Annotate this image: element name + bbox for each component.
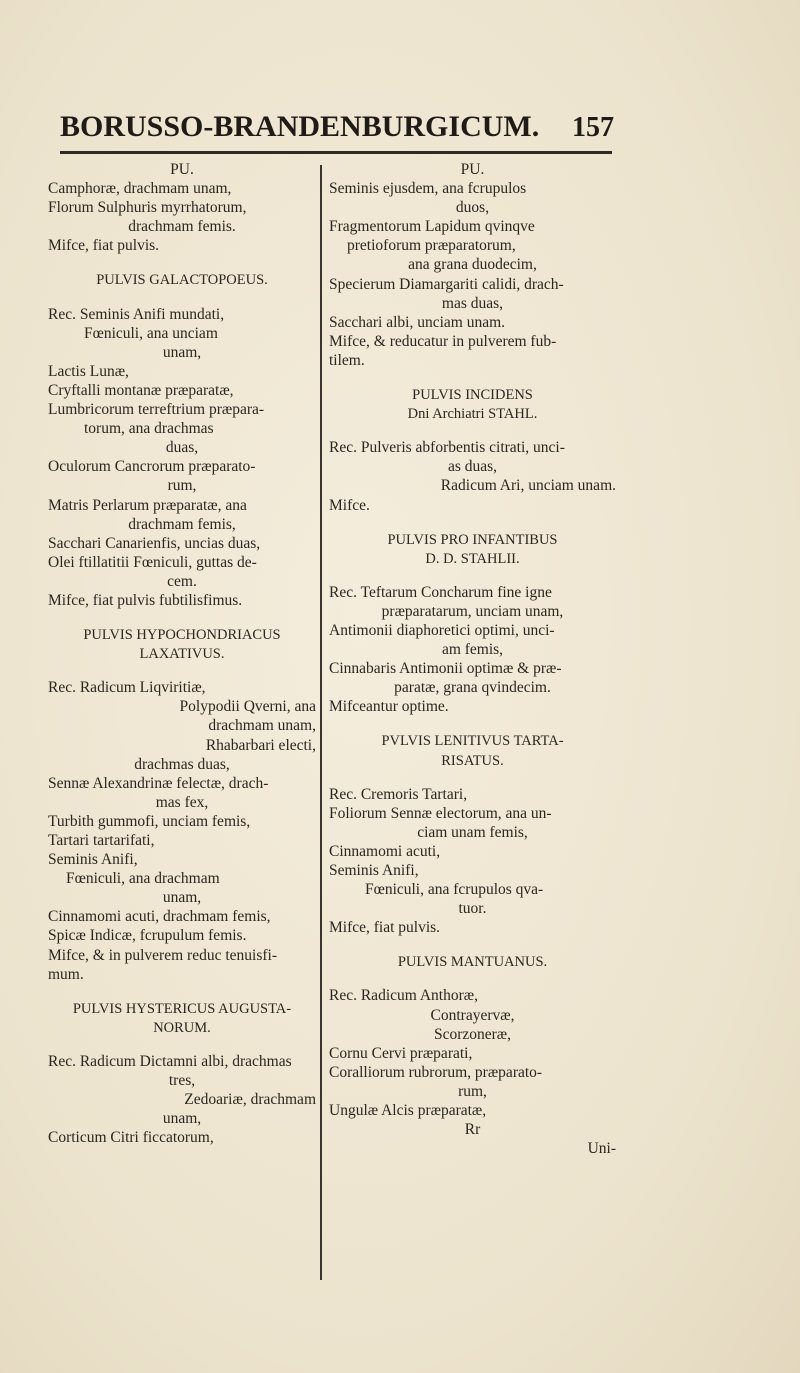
text-line: Cornu Cervi præparati, bbox=[329, 1044, 473, 1062]
text-line: Turbith gummofi, unciam femis, bbox=[48, 812, 251, 830]
text-line: torum, ana drachmas bbox=[84, 420, 214, 438]
section-heading: Dni Archiatri STAHL. bbox=[407, 406, 538, 423]
section-heading: PVLVIS LENITIVUS TARTA- bbox=[381, 733, 564, 750]
text-line: Foliorum Sennæ electorum, ana un- bbox=[329, 804, 552, 822]
text-line: Scorzoneræ, bbox=[433, 1025, 512, 1043]
text-line: Antimonii diaphoretici optimi, unci- bbox=[329, 621, 555, 639]
text-line: Olei ftillatitii Fœniculi, guttas de- bbox=[48, 553, 257, 571]
text-line: ana grana duodecim, bbox=[408, 256, 537, 274]
text-line: Seminis Anifi, bbox=[48, 851, 138, 869]
right-column bbox=[329, 160, 616, 1158]
section-heading: PULVIS MANTUANUS. bbox=[397, 954, 548, 971]
text-line: mum. bbox=[48, 965, 84, 983]
section-heading: RISATUS. bbox=[441, 752, 504, 769]
text-line: tuor. bbox=[458, 900, 487, 918]
section-heading: PULVIS HYPOCHONDRIACUS bbox=[83, 627, 281, 644]
text-line: Sacchari albi, unciam unam. bbox=[329, 313, 506, 331]
text-line: Rhabarbari electi, bbox=[205, 736, 316, 754]
text-line: ciam unam femis, bbox=[417, 823, 528, 841]
section-heading: PULVIS GALACTOPOEUS. bbox=[96, 272, 268, 289]
text-line: cem. bbox=[167, 572, 197, 590]
section-heading: PULVIS PRO INFANTIBUS bbox=[387, 531, 558, 548]
section-heading: LAXATIVUS. bbox=[139, 646, 225, 663]
text-line: Corticum Citri ficcatorum, bbox=[48, 1129, 214, 1147]
text-line: Cinnamomi acuti, drachmam femis, bbox=[48, 908, 271, 926]
text-line: Radicum Ari, unciam unam. bbox=[440, 477, 616, 495]
text-line: Lactis Lunæ, bbox=[48, 362, 129, 380]
text-line: drachmas duas, bbox=[134, 755, 230, 773]
text-line: Fœniculi, ana fcrupulos qva- bbox=[365, 881, 544, 899]
text-line: Spicæ Indicæ, fcrupulum femis. bbox=[48, 927, 247, 945]
text-line: paratæ, grana qvindecim. bbox=[394, 679, 551, 697]
left-column bbox=[48, 160, 316, 1147]
running-title: BORUSSO-BRANDENBURGICUM. bbox=[60, 110, 540, 143]
text-line: Florum Sulphuris myrrhatorum, bbox=[48, 199, 247, 217]
text-line: Mifce, fiat pulvis fubtilisfimus. bbox=[48, 591, 243, 609]
page-number: 157 bbox=[572, 112, 614, 143]
text-line: Specierum Diamargariti calidi, drach- bbox=[329, 275, 564, 293]
text-line: unam, bbox=[162, 889, 202, 907]
text-line: PU. bbox=[170, 161, 194, 178]
text-line: Lumbricorum terreftrium præpara- bbox=[48, 401, 265, 419]
text-line: Cinnabaris Antimonii optimæ & præ- bbox=[329, 660, 562, 678]
text-line: Rec. Radicum Liqviritiæ, bbox=[48, 679, 206, 697]
text-line: rum, bbox=[167, 477, 197, 495]
section-heading: D. D. STAHLII. bbox=[425, 550, 520, 567]
text-line: Seminis Anifi, bbox=[329, 862, 419, 879]
text-line: Mifce, fiat pulvis. bbox=[329, 919, 441, 937]
text-line: Uni- bbox=[587, 1140, 616, 1158]
section-heading: NORUM. bbox=[153, 1019, 211, 1036]
text-line: Rec. Radicum Anthoræ, bbox=[329, 987, 478, 1005]
text-line: Cryftalli montanæ præparatæ, bbox=[48, 381, 234, 399]
text-line: Mifce. bbox=[329, 496, 370, 514]
text-line: Fragmentorum Lapidum qvinqve bbox=[329, 218, 535, 236]
text-line: Rr bbox=[464, 1121, 481, 1139]
text-line: Seminis ejusdem, ana fcrupulos bbox=[329, 180, 527, 198]
text-line: tilem. bbox=[329, 351, 365, 369]
text-line: præparatarum, unciam unam, bbox=[381, 602, 564, 620]
text-line: Sennæ Alexandrinæ felectæ, drach- bbox=[48, 774, 269, 792]
section-heading: PULVIS HYSTERICUS AUGUSTA- bbox=[72, 1000, 292, 1017]
text-line: Fœniculi, ana unciam bbox=[84, 324, 218, 342]
text-line: Cinnamomi acuti, bbox=[329, 842, 441, 860]
section-heading: PULVIS INCIDENS bbox=[412, 387, 533, 404]
text-line: Rec. Pulveris abforbentis citrati, unci- bbox=[329, 439, 565, 457]
text-line: drachmam femis, bbox=[128, 515, 236, 533]
text-line: pretioforum præparatorum, bbox=[347, 237, 516, 255]
text-line: Matris Perlarum præparatæ, ana bbox=[48, 496, 247, 514]
text-line: drachmam unam, bbox=[208, 717, 316, 735]
text-line: Mifce, & reducatur in pulverem fub- bbox=[329, 332, 557, 350]
text-line: Rec. Radicum Dictamni albi, drachmas bbox=[48, 1052, 292, 1070]
column-divider bbox=[320, 165, 322, 1280]
text-line: Rec. Seminis Anifi mundati, bbox=[48, 305, 225, 323]
text-line: unam, bbox=[162, 1110, 202, 1128]
text-line: Mifce, & in pulverem reduc tenuisfi- bbox=[48, 946, 277, 964]
text-line: Rec. Cremoris Tartari, bbox=[329, 785, 468, 803]
text-line: as duas, bbox=[447, 458, 498, 476]
text-line: Ungulæ Alcis præparatæ, bbox=[329, 1102, 487, 1120]
text-line: Sacchari Canarienfis, uncias duas, bbox=[48, 534, 261, 552]
text-line: rum, bbox=[458, 1082, 487, 1100]
text-line: Polypodii Qverni, ana bbox=[179, 698, 316, 716]
text-line: Tartari tartarifati, bbox=[48, 832, 155, 849]
text-line: am femis, bbox=[441, 641, 504, 659]
text-line: PU. bbox=[460, 161, 485, 178]
header-rule bbox=[60, 151, 612, 154]
text-line: unam, bbox=[162, 343, 202, 361]
text-line: Fœniculi, ana drachmam bbox=[66, 870, 220, 888]
text-line: mas fex, bbox=[155, 793, 209, 811]
text-line: duas, bbox=[165, 439, 199, 457]
text-line: duos, bbox=[455, 199, 490, 217]
text-line: drachmam femis. bbox=[128, 218, 236, 236]
text-line: Oculorum Cancrorum præparato- bbox=[48, 458, 256, 476]
text-line: tres, bbox=[168, 1072, 196, 1090]
text-line: Camphoræ, drachmam unam, bbox=[48, 180, 232, 198]
text-line: Mifce, fiat pulvis. bbox=[48, 237, 160, 255]
text-line: Mifceantur optime. bbox=[329, 698, 449, 716]
text-line: Contrayervæ, bbox=[430, 1006, 515, 1024]
text-line: Zedoariæ, drachmam bbox=[184, 1091, 316, 1109]
text-line: Coralliorum rubrorum, præparato- bbox=[329, 1063, 543, 1081]
text-line: Rec. Teftarum Concharum fine igne bbox=[329, 583, 552, 601]
text-line: mas duas, bbox=[441, 294, 504, 312]
